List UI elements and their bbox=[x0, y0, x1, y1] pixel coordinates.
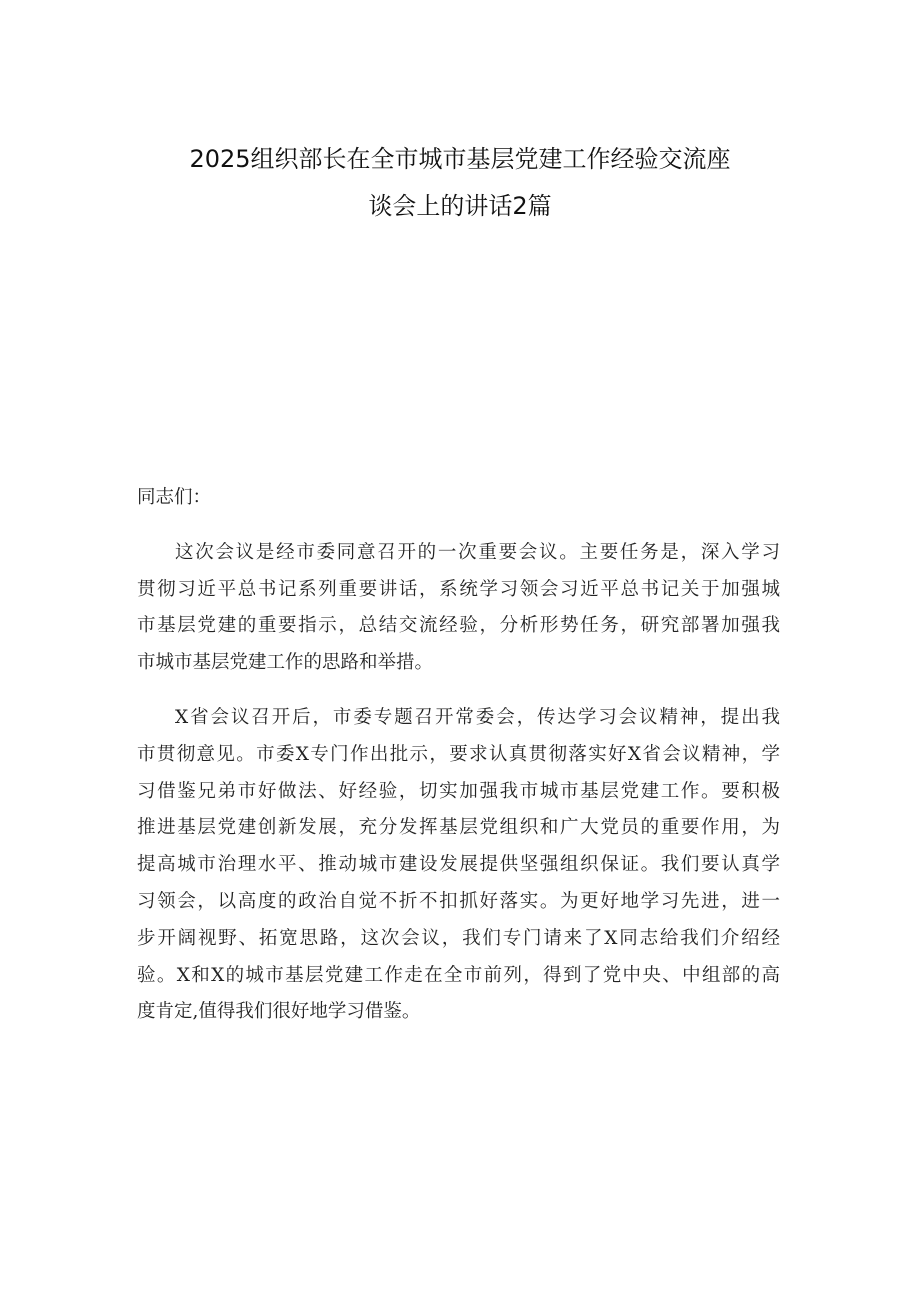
document-title bbox=[0, 136, 920, 230]
paragraph-line: 度肯定,值得我们很好地学习借鉴。 bbox=[137, 1001, 421, 1023]
paragraph-line: 市基层党建的重要指示，总结交流经验，分析形势任务，研究部署加强我 bbox=[137, 615, 780, 637]
paragraph-line: 市城市基层党建工作的思路和举措。 bbox=[137, 652, 434, 674]
paragraph-1 bbox=[137, 535, 780, 682]
paragraph-line: X省会议召开后，市委专题召开常委会，传达学习会议精神，提出我 bbox=[175, 706, 780, 728]
paragraph-line: 推进基层党建创新发展，充分发挥基层党组织和广大党员的重要作用，为 bbox=[137, 817, 780, 839]
document-body bbox=[137, 480, 780, 1049]
salutation: 同志们： bbox=[137, 487, 212, 508]
paragraph-line: 市贯彻意见。市委X专门作出批示，要求认真贯彻落实好X省会议精神，学 bbox=[137, 743, 780, 765]
paragraph-line: 习借鉴兄弟市好做法、好经验，切实加强我市城市基层党建工作。要积极 bbox=[137, 780, 780, 802]
paragraph-line: 验。X和X的城市基层党建工作走在全市前列，得到了党中央、中组部的高 bbox=[137, 964, 780, 986]
paragraph-line: 贯彻习近平总书记系列重要讲话，系统学习领会习近平总书记关于加强城 bbox=[137, 578, 780, 600]
paragraph-2 bbox=[137, 700, 780, 1031]
title-line-1: 2025组织部长在全市城市基层党建工作经验交流座 bbox=[189, 145, 731, 173]
paragraph-line: 习领会，以高度的政治自觉不折不扣抓好落实。为更好地学习先进，进一 bbox=[137, 890, 780, 912]
paragraph-line: 这次会议是经市委同意召开的一次重要会议。主要任务是，深入学习 bbox=[175, 541, 780, 563]
title-line-2: 谈会上的讲话2篇 bbox=[368, 192, 552, 220]
paragraph-line: 步开阔视野、拓宽思路，这次会议，我们专门请来了X同志给我们介绍经 bbox=[137, 927, 780, 949]
paragraph-line: 提高城市治理水平、推动城市建设发展提供坚强组织保证。我们要认真学 bbox=[137, 854, 780, 876]
